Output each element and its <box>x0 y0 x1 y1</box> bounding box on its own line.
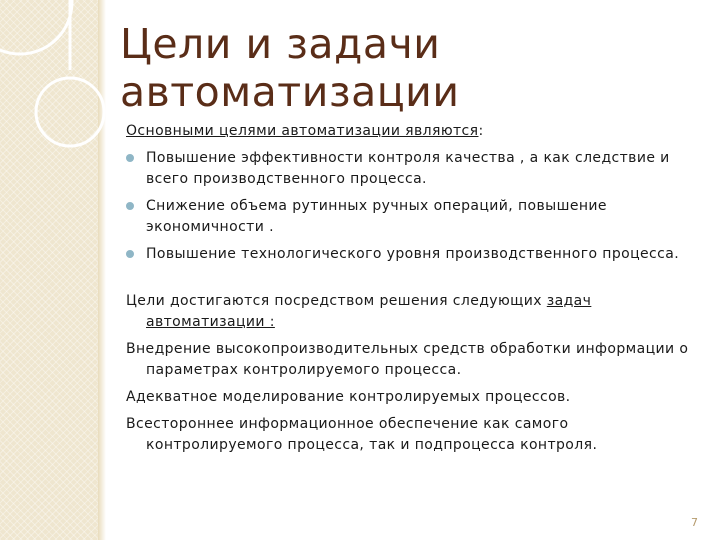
list-item <box>126 196 696 238</box>
list-item <box>126 244 696 265</box>
task-item: Адекватное моделирование контролируемых процессов. <box>126 389 571 405</box>
bullet-dot-icon <box>126 202 134 210</box>
list-item-text: Повышение эффективности контроля качества , а как следствие и всего производственного процесса. <box>146 150 670 187</box>
list-item-text: Повышение технологического уровня производственного процесса. <box>146 246 680 262</box>
page-number: 7 <box>691 516 698 529</box>
goals-list <box>126 148 696 265</box>
intro-underlined-text: Основными целями автоматизации являются <box>126 123 479 139</box>
list-item <box>126 148 696 190</box>
task-item: Внедрение высокопроизводительных средств обработки информации о параметрах контролируемого процесса. <box>126 341 689 378</box>
goals-paragraph <box>126 291 696 333</box>
intro-colon: : <box>478 123 484 139</box>
task-item: Всестороннее информационное обеспечение как самого контролируемого процесса, так и подпроцесса контроля. <box>126 416 598 453</box>
decorative-circles-icon <box>0 0 130 150</box>
slide-content <box>126 121 696 462</box>
intro-line <box>126 121 696 142</box>
bullet-dot-icon <box>126 250 134 258</box>
spacer <box>126 271 696 291</box>
slide-title: Цели и задачи автоматизации <box>120 20 460 116</box>
goals-paragraph-text: Цели достигаются посредством решения следующих <box>126 293 547 309</box>
bullet-dot-icon <box>126 154 134 162</box>
goals-paragraph-underlined: задач автоматизации : <box>146 293 592 330</box>
list-item-text: Снижение объема рутинных ручных операций, повышение экономичности . <box>146 198 607 235</box>
